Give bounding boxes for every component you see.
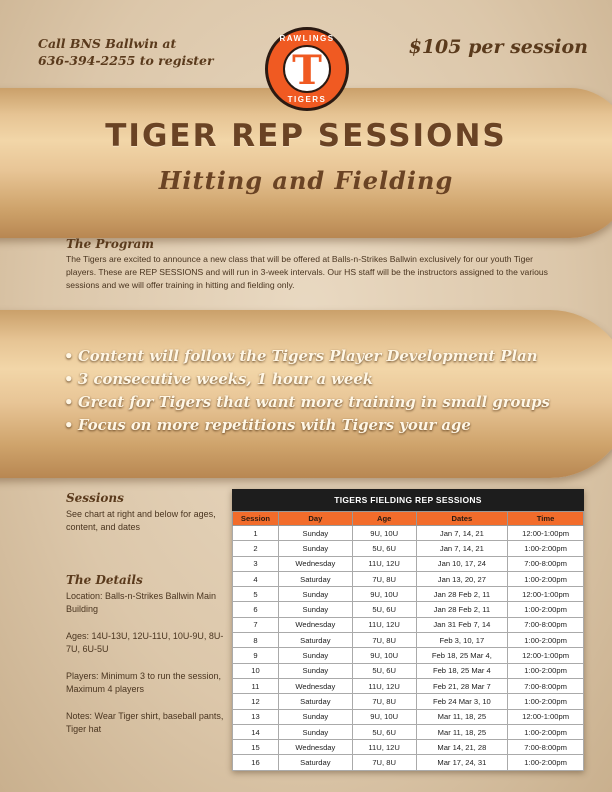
cell-time: 7:00-8:00pm: [508, 556, 584, 571]
cell-day: Saturday: [278, 571, 352, 586]
cell-day: Sunday: [278, 526, 352, 541]
call-line-2: 636-394-2255 to register: [38, 53, 214, 68]
cell-age: 11U, 12U: [352, 556, 416, 571]
table-title: TIGERS FIELDING REP SESSIONS: [232, 489, 584, 511]
cell-session: 4: [233, 571, 279, 586]
cell-dates: Feb 24 Mar 3, 10: [416, 694, 508, 709]
details-notes: Notes: Wear Tiger shirt, baseball pants, Tiger hat: [66, 711, 224, 734]
cell-age: 5U, 6U: [352, 663, 416, 678]
cell-session: 1: [233, 526, 279, 541]
feature-text: Great for Tigers that want more training in small groups: [78, 394, 550, 411]
cell-age: 7U, 8U: [352, 571, 416, 586]
cell-dates: Feb 18, 25 Mar 4,: [416, 648, 508, 663]
cell-time: 1:00-2:00pm: [508, 724, 584, 739]
cell-session: 12: [233, 694, 279, 709]
cell-age: 9U, 10U: [352, 709, 416, 724]
cell-age: 9U, 10U: [352, 526, 416, 541]
cell-age: 7U, 8U: [352, 633, 416, 648]
cell-age: 5U, 6U: [352, 541, 416, 556]
cell-day: Sunday: [278, 724, 352, 739]
cell-time: 7:00-8:00pm: [508, 617, 584, 632]
cell-dates: Jan 31 Feb 7, 14: [416, 617, 508, 632]
page-subtitle: Hitting and Fielding: [158, 166, 454, 195]
cell-age: 9U, 10U: [352, 587, 416, 602]
table-row: [233, 740, 584, 755]
cell-day: Wednesday: [278, 678, 352, 693]
cell-session: 10: [233, 663, 279, 678]
details-players: Players: Minimum 3 to run the session, Maximum 4 players: [66, 671, 222, 694]
page-title: TIGER REP SESSIONS: [105, 118, 507, 154]
cell-time: 12:00-1:00pm: [508, 587, 584, 602]
cell-age: 11U, 12U: [352, 678, 416, 693]
details-ages: Ages: 14U-13U, 12U-11U, 10U-9U, 8U-7U, 6U-5U: [66, 631, 224, 654]
feature-text: 3 consecutive weeks, 1 hour a week: [78, 371, 374, 388]
table-row: [233, 663, 584, 678]
cell-session: 7: [233, 617, 279, 632]
cell-dates: Mar 11, 18, 25: [416, 724, 508, 739]
cell-time: 1:00-2:00pm: [508, 602, 584, 617]
logo-bottom-text: TIGERS: [287, 95, 327, 104]
table-row: [233, 571, 584, 586]
rawlings-tigers-logo: [265, 27, 349, 111]
cell-time: 7:00-8:00pm: [508, 740, 584, 755]
cell-dates: Jan 7, 14, 21: [416, 541, 508, 556]
sessions-heading: Sessions: [66, 491, 124, 505]
table-row: [233, 648, 584, 663]
feature-item: • Great for Tigers that want more training in small groups: [64, 394, 550, 411]
sessions-text: See chart at right and below for ages, content, and dates: [66, 509, 216, 532]
feature-text: Content will follow the Tigers Player Development Plan: [78, 348, 538, 365]
cell-session: 6: [233, 602, 279, 617]
cell-session: 14: [233, 724, 279, 739]
program-heading: The Program: [66, 237, 155, 251]
cell-day: Sunday: [278, 541, 352, 556]
cell-session: 8: [233, 633, 279, 648]
cell-day: Saturday: [278, 633, 352, 648]
cell-dates: Mar 17, 24, 31: [416, 755, 508, 770]
cell-age: 7U, 8U: [352, 694, 416, 709]
cell-session: 15: [233, 740, 279, 755]
cell-day: Sunday: [278, 663, 352, 678]
sessions-table-card: [232, 489, 584, 771]
cell-age: 9U, 10U: [352, 648, 416, 663]
cell-dates: Jan 7, 14, 21: [416, 526, 508, 541]
table-row: [233, 678, 584, 693]
cell-day: Sunday: [278, 648, 352, 663]
cell-dates: Jan 28 Feb 2, 11: [416, 602, 508, 617]
cell-session: 5: [233, 587, 279, 602]
cell-dates: Feb 21, 28 Mar 7: [416, 678, 508, 693]
sessions-table: [232, 511, 584, 771]
cell-day: Sunday: [278, 709, 352, 724]
cell-time: 12:00-1:00pm: [508, 648, 584, 663]
col-time: Time: [508, 512, 584, 526]
cell-age: 11U, 12U: [352, 617, 416, 632]
table-row: [233, 541, 584, 556]
cell-session: 2: [233, 541, 279, 556]
call-line-1: Call BNS Ballwin at: [38, 36, 177, 51]
registration-call: [38, 35, 214, 69]
cell-time: 1:00-2:00pm: [508, 571, 584, 586]
table-row: [233, 694, 584, 709]
col-session: Session: [233, 512, 279, 526]
table-header-row: [233, 512, 584, 526]
logo-top-text: RAWLINGS: [279, 34, 335, 43]
cell-time: 1:00-2:00pm: [508, 541, 584, 556]
details-heading: The Details: [66, 573, 143, 587]
col-dates: Dates: [416, 512, 508, 526]
cell-session: 16: [233, 755, 279, 770]
cell-session: 3: [233, 556, 279, 571]
table-body: [233, 526, 584, 771]
table-row: [233, 724, 584, 739]
price-label: $105 per session: [408, 36, 588, 58]
cell-day: Sunday: [278, 587, 352, 602]
feature-text: Focus on more repetitions with Tigers your age: [78, 417, 471, 434]
cell-day: Wednesday: [278, 617, 352, 632]
feature-item: • Focus on more repetitions with Tigers your age: [64, 417, 471, 434]
cell-day: Wednesday: [278, 556, 352, 571]
cell-dates: Mar 14, 21, 28: [416, 740, 508, 755]
cell-session: 11: [233, 678, 279, 693]
cell-time: 12:00-1:00pm: [508, 526, 584, 541]
cell-time: 1:00-2:00pm: [508, 694, 584, 709]
feature-list: [64, 345, 550, 437]
table-row: [233, 556, 584, 571]
table-row: [233, 587, 584, 602]
table-row: [233, 526, 584, 541]
program-text: The Tigers are excited to announce a new class that will be offered at Balls-n-Strikes Ballwin exclusively for our youth Tiger players. These are REP SESSIONS and will run in 3-week intervals. Our HS staff will be the instructors assigned to the various sessions and we will offer training in hitting and fielding only.: [66, 254, 548, 290]
cell-dates: Feb 18, 25 Mar 4: [416, 663, 508, 678]
cell-session: 9: [233, 648, 279, 663]
cell-time: 7:00-8:00pm: [508, 678, 584, 693]
cell-day: Saturday: [278, 755, 352, 770]
cell-age: 11U, 12U: [352, 740, 416, 755]
logo-inner-circle: [283, 45, 331, 93]
feature-item: • Content will follow the Tigers Player Development Plan: [64, 348, 538, 365]
table-row: [233, 633, 584, 648]
col-age: Age: [352, 512, 416, 526]
col-day: Day: [278, 512, 352, 526]
cell-dates: Jan 28 Feb 2, 11: [416, 587, 508, 602]
cell-dates: Mar 11, 18, 25: [416, 709, 508, 724]
table-row: [233, 755, 584, 770]
cell-age: 5U, 6U: [352, 724, 416, 739]
cell-dates: Jan 10, 17, 24: [416, 556, 508, 571]
table-row: [233, 602, 584, 617]
logo-letter: T: [292, 47, 322, 94]
cell-dates: Feb 3, 10, 17: [416, 633, 508, 648]
details-location: Location: Balls-n-Strikes Ballwin Main Building: [66, 591, 217, 614]
cell-day: Saturday: [278, 694, 352, 709]
cell-time: 12:00-1:00pm: [508, 709, 584, 724]
cell-day: Sunday: [278, 602, 352, 617]
cell-day: Wednesday: [278, 740, 352, 755]
cell-dates: Jan 13, 20, 27: [416, 571, 508, 586]
cell-age: 7U, 8U: [352, 755, 416, 770]
cell-time: 1:00-2:00pm: [508, 755, 584, 770]
feature-item: • 3 consecutive weeks, 1 hour a week: [64, 371, 374, 388]
cell-time: 1:00-2:00pm: [508, 633, 584, 648]
cell-time: 1:00-2:00pm: [508, 663, 584, 678]
cell-age: 5U, 6U: [352, 602, 416, 617]
cell-session: 13: [233, 709, 279, 724]
table-row: [233, 709, 584, 724]
table-row: [233, 617, 584, 632]
